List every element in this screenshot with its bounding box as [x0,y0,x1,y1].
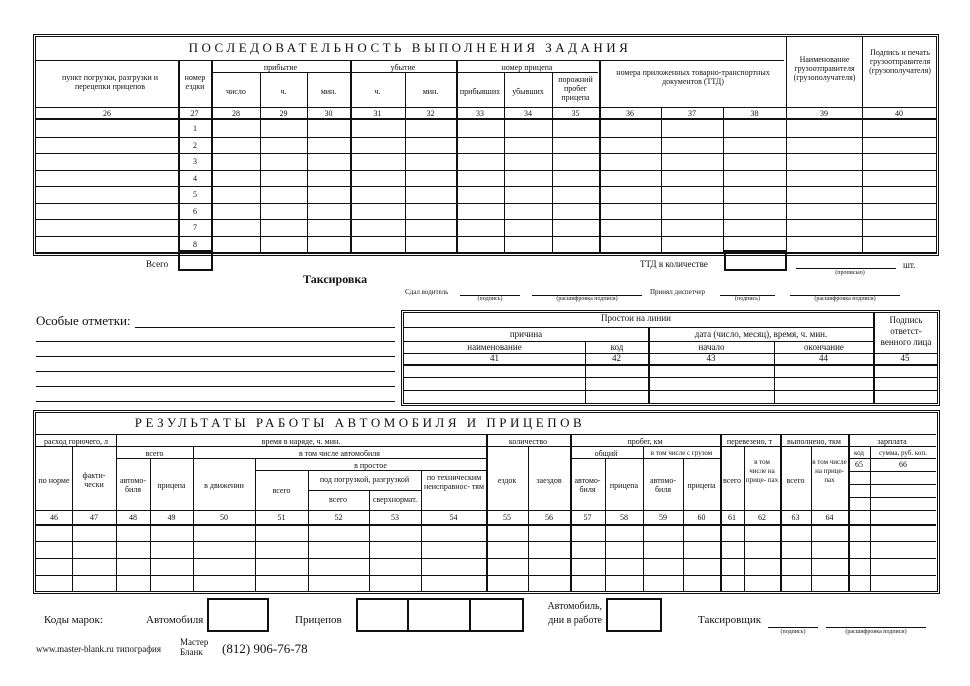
divider [308,470,309,592]
column-number: 44 [819,353,828,363]
phone-text: (812) 906-76-78 [222,641,308,656]
column-number: 57 [583,513,592,522]
taxer-decode-line[interactable] [826,627,926,628]
ttd-count-hint: (прописью) [835,270,865,276]
column-number: 47 [90,513,98,522]
pcs-label: шт. [903,260,916,270]
in-motion-header: в движении [204,481,244,490]
divider [774,341,775,404]
trip-row[interactable] [36,153,936,154]
column-number: 28 [232,109,240,118]
mileage-trailer-header: прицепа [609,481,639,490]
done-trailers-header: в том числе на прице- пах [812,458,847,484]
column-number: 48 [129,513,137,522]
divider [504,72,505,254]
days-label: Автомобиль, дни в работе [547,601,602,626]
downtime-title: Простои на линии [601,313,671,323]
transported-trailers-header: в том числе на прице- пах [745,458,779,484]
column-number: 50 [220,513,228,522]
trip-row[interactable] [36,203,936,204]
trips-header: ездок [497,476,517,485]
trip-row[interactable] [36,137,936,138]
including-car-header: в том числе автомобиля [299,449,380,458]
column-number: 60 [697,513,706,522]
time-total-header: всего [145,449,164,458]
divider [848,458,936,459]
column-number: 36 [626,109,634,118]
column-number: 59 [659,513,667,522]
column-number: 31 [373,109,382,118]
salary-code-header: код [854,449,864,457]
car-time-header: автомо- биля [119,476,147,494]
notes-line[interactable] [36,401,395,402]
notes-line[interactable] [36,341,395,342]
datetime-header: дата (число, месяц), время, ч. мин. [694,329,828,339]
divider [421,470,422,592]
trailer-leaving-header: убывших [512,87,544,96]
arrival-min-header: мин. [320,87,337,96]
column-number: 29 [279,109,288,118]
divider [786,36,787,254]
results-row[interactable] [36,558,936,559]
tech-fault-header: по техническим неисправнос- тям [423,473,485,491]
trip-row-number: 6 [193,206,197,216]
divider [36,446,848,447]
column-number: 39 [820,109,828,118]
loading-header: под погрузкой, разгрузкой [319,475,410,484]
column-number: 65 [855,460,863,469]
column-number: 61 [728,513,736,522]
taxer-decode-hint: (расшифровка подписи) [845,629,907,635]
idle-header: в простое [354,461,387,470]
departure-min-header: мин. [422,87,439,96]
fuel-actual-header: факти- чески [82,471,106,489]
taxer-label: Таксировщик [698,614,762,626]
transported-header: перевезено, т [726,437,773,446]
notes-line[interactable] [36,371,395,372]
task-sequence-title: ПОСЛЕДОВАТЕЛЬНОСТЬ ВЫПОЛНЕНИЯ ЗАДАНИЯ [188,40,632,55]
brand-logo-text: Мастер Бланк [180,637,209,657]
column-number: 58 [620,513,628,522]
trip-row-number: 1 [193,124,197,133]
column-number: 37 [688,109,696,118]
handed-driver-label: Сдал водитель [405,288,449,296]
salary-sum-header: сумма, руб. коп. [879,449,927,457]
column-number: 62 [758,513,766,522]
divider [116,458,486,459]
arrival-hour-header: ч. [280,87,287,96]
transported-total-header: всего [722,476,741,485]
column-number: 26 [103,109,111,118]
end-header: окончание [804,342,844,352]
trip-row-number: 7 [193,223,197,232]
mileage-header: пробег, км [627,437,663,446]
divider [404,364,937,366]
reason-header: причина [509,329,543,339]
trailer-code-field-3[interactable] [469,598,524,632]
column-number: 43 [706,353,716,363]
cargo-trailer-header: прицепа [687,481,716,490]
trip-row[interactable] [36,186,936,187]
trip-row-number: 4 [193,173,197,183]
signature-header: Подпись и печать грузоотправителя (грузополучателя) [869,48,931,75]
divider [36,510,848,511]
total-label: Всего [146,259,169,269]
mileage-car-header: автомо- биля [574,476,601,494]
loading-total-header: всего [328,495,347,504]
time-on-duty-header: время в наряде, ч. мин. [261,437,341,446]
notes-line[interactable] [36,356,395,357]
column-number: 51 [277,513,286,522]
divider [404,327,873,328]
downtime-row[interactable] [404,390,937,391]
cargo-car-header: автомо- биля [649,476,677,494]
column-number: 42 [612,353,621,363]
column-number: 54 [449,513,458,522]
column-number: 30 [324,109,333,118]
taxer-sign-line[interactable] [768,627,818,628]
trailer-no-header: номер прицепа [501,63,553,72]
col-trip-no-header: номер ездки [184,73,206,91]
start-header: начало [698,342,725,352]
results-row[interactable] [36,575,936,576]
column-number: 27 [190,109,199,118]
salary-row[interactable] [848,497,936,498]
mileage-general-header: общий [594,449,618,458]
total-cell[interactable] [178,250,213,271]
column-number: 34 [524,109,532,118]
column-number: 63 [791,513,800,522]
notes-line[interactable] [36,386,395,387]
column-number: 38 [750,109,759,118]
responsible-sign-header: Подпись ответст- венного лица [880,315,932,347]
days-field[interactable] [606,598,662,632]
column-number: 55 [503,513,511,522]
divider [308,490,421,491]
special-notes-label: Особые отметки: [36,313,131,328]
arrival-date-header: число [226,87,246,96]
car-code-field[interactable] [207,598,269,632]
column-number: 46 [50,513,58,522]
done-header: выполнено, ткм [787,437,841,446]
shipper-name-header: Наименование грузоотправителя (грузополучателя) [793,55,856,82]
divider [36,118,936,120]
divider [36,107,936,108]
trip-row[interactable] [36,170,936,171]
code-header: код [610,342,624,352]
trip-row-number: 8 [193,239,197,249]
trip-row[interactable] [36,252,936,253]
trip-row[interactable] [36,236,936,237]
column-number: 66 [899,460,907,469]
salary-row[interactable] [848,484,936,485]
mileage-cargo-header: в том числе с грузом [650,449,713,457]
column-number: 32 [426,109,435,118]
trip-row-number: 5 [193,190,197,199]
trip-row-number: 2 [193,140,197,150]
codes-label: Коды марок: [44,614,103,626]
divider [405,72,406,254]
col-point-header: пункт погрузки, разгрузки и перецепки прицепов [61,73,159,91]
trailer-time-header: прицепа [157,481,186,490]
over-norm-header: сверхнормат. [372,495,418,504]
ttd-count-cell[interactable] [724,250,787,271]
arrival-header: прибытие [263,63,298,72]
trailer-code-field-2[interactable] [407,598,471,632]
column-number: 41 [490,353,499,363]
trip-row-number: 3 [193,157,197,166]
fuel-header: расход горючего, л [44,437,108,446]
driver-sign-hint: (подпись) [477,296,503,302]
ttd-header: номера приложенных товарно-транспортных документов (ТТД) [616,68,770,86]
column-number: 52 [334,513,343,522]
salary-header: зарплата [877,437,907,446]
column-number: 64 [825,513,834,522]
quantity-header: количество [508,437,548,446]
divider [570,458,720,459]
divider [661,107,662,254]
salary-row[interactable] [848,510,936,511]
entries-header: заездов [536,476,562,485]
column-number: 33 [476,109,484,118]
divider [848,446,936,447]
taxer-sign-hint: (подпись) [780,629,806,635]
ttd-count-label: ТТД в количестве [640,259,708,269]
downtime-row[interactable] [404,377,937,378]
driver-decode-hint: (расшифровка подписи) [556,296,618,302]
column-number: 35 [571,109,580,118]
column-number: 40 [895,109,903,118]
divider [36,524,936,526]
name-header: наименование [467,342,522,352]
divider [260,72,261,254]
salary-row[interactable] [848,471,936,472]
divider [585,341,586,404]
departure-header: убытие [390,63,416,72]
departure-hour-header: ч. [374,87,381,96]
notes-line[interactable] [135,327,395,328]
column-number: 49 [167,513,176,522]
column-number: 53 [391,513,399,522]
car-code-label: Автомобиля [146,614,204,626]
idle-total-header: всего [272,486,291,495]
column-number: 45 [900,353,910,363]
taxation-title: Таксировка [303,272,368,286]
trailer-code-field-1[interactable] [356,598,409,632]
trailers-code-label: Прицепов [295,614,342,626]
accepted-dispatcher-label: Принял диспетчер [650,288,705,296]
trailer-empty-header: порожний пробег прицепа [558,75,593,102]
site-text: www.master-blank.ru типография [36,644,162,654]
column-number: 56 [545,513,553,522]
divider [307,72,308,254]
ttd-count-line [796,268,896,269]
divider [36,60,784,61]
dispatcher-sign-hint: (подпись) [735,296,760,302]
trailer-arriving-header: прибывших [459,87,501,96]
results-title: РЕЗУЛЬТАТЫ РАБОТЫ АВТОМОБИЛЯ И ПРИЦЕПОВ [134,415,586,430]
dispatcher-decode-hint: (расшифровка подписи) [814,296,876,302]
results-row[interactable] [36,541,936,542]
divider [599,60,601,254]
divider [723,107,724,254]
fuel-norm-header: по норме [38,476,70,485]
divider [255,470,486,471]
trip-row[interactable] [36,219,936,220]
done-total-header: всего [786,476,805,485]
